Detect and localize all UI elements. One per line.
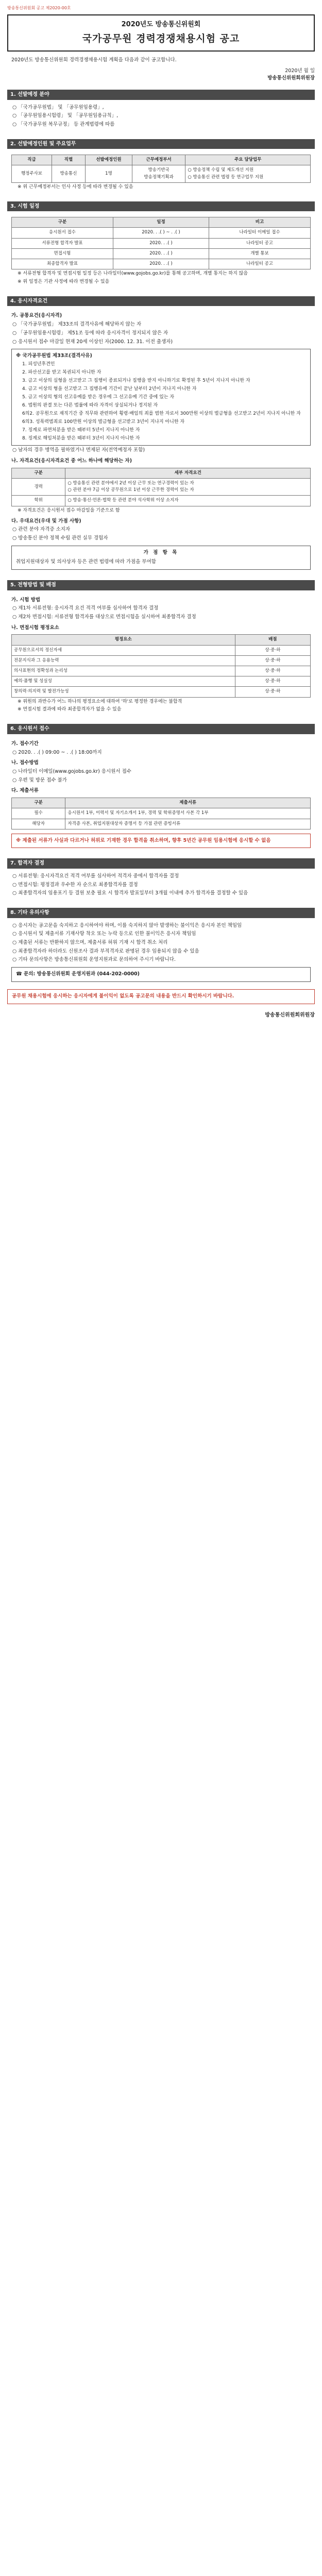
section-8: [7, 908, 315, 985]
table-header: 직급: [12, 155, 52, 165]
table-row: [12, 259, 311, 269]
section-7-heading: 7. 합격자 결정: [7, 858, 315, 869]
section-7: [7, 858, 315, 901]
s6-period: ○ 2020. . .( ) 09:00 ~ . .( ) 18:00까지: [12, 749, 102, 755]
table-header: 일정: [113, 217, 209, 228]
footer-org: 방송통신위원회위원장: [265, 1012, 315, 1018]
table-row: [12, 666, 311, 676]
box-title: 가 점 항 목: [143, 549, 179, 555]
section-5: [7, 580, 315, 717]
table-header: 배점: [235, 635, 310, 645]
table-cell: 상·중·하: [235, 676, 310, 687]
table-cell: 응시원서 1부, 이력서 및 자기소개서 1부, 경력 및 학위증명서 사본 각 1부: [65, 808, 311, 819]
table-row: [12, 655, 311, 666]
box-item: 2. 파산선고를 받고 복권되지 아니한 자: [22, 370, 101, 375]
s5-sub-heading: 나. 면접시험 평정요소: [11, 624, 59, 631]
table-header: 근무예정부서: [132, 155, 185, 165]
intro-date: 2020년 월 일: [285, 67, 315, 74]
table-row: [12, 676, 311, 687]
table-cell: 경력: [12, 479, 65, 496]
section-6-heading: 6. 응시원서 접수: [7, 724, 315, 734]
s5-sub-heading: 가. 시험 방법: [11, 597, 41, 603]
s1-item: ○ 「국가공무원법」 및 「공무원임용령」,: [12, 104, 104, 110]
table-header: 구분: [12, 468, 65, 478]
table-cell: 최종합격자 발표: [12, 259, 113, 269]
section-8-heading: 8. 기타 유의사항: [7, 908, 315, 918]
table-cell: 필수: [12, 808, 65, 819]
s4-req-note: ※ 자격요건은 응시원서 접수 마감일을 기준으로 함: [18, 507, 120, 513]
table-cell: 해당자: [12, 819, 65, 829]
s4-sub-heading: 가. 공통요건(응시자격): [11, 313, 62, 319]
table-cell: 상·중·하: [235, 687, 310, 697]
table-header: 비고: [209, 217, 311, 228]
intro-org: 방송통신위원회위원장: [267, 75, 315, 81]
table-cell: 상·중·하: [235, 655, 310, 666]
box-item: 6의3. 성폭력범죄로 100만원 이상의 벌금형을 선고받고 3년이 지나지 아니한 자: [22, 419, 185, 425]
s7-item: ○ 최종합격자의 임용포기 등 결원 보충 필요 시 합격자 발표일부터 3개월 이내에 추가 합격자를 결정할 수 있음: [12, 890, 248, 896]
s5-item: ○ 제1차 서류전형: 응시자격 요건 적격 여부를 심사하여 합격자 결정: [12, 605, 159, 612]
positions-table: [11, 155, 311, 183]
s7-item: ○ 서류전형: 응시자격요건 적격 여부를 심사하여 적격자 중에서 합격자를 결정: [12, 873, 179, 879]
s2-note: ※ 위 근무예정부서는 인사 사정 등에 따라 변경될 수 있음: [18, 184, 133, 190]
box-item: 3. 금고 이상의 실형을 선고받고 그 집행이 종료되거나 집행을 받지 아니하기로 확정된 후 5년이 지나지 아니한 자: [22, 378, 250, 383]
box-item: 6의2. 공무원으로 재직기간 중 직무와 관련하여 횡령·배임의 죄를 범한 자로서 300만원 이상의 벌금형을 선고받고 2년이 지나지 아니한 자: [22, 411, 301, 416]
s4-sub-heading: 다. 우대요건(우대 및 가점 사항): [11, 518, 81, 524]
table-row: [12, 479, 311, 496]
disqualification-box: [11, 349, 311, 446]
table-cell: 예의·품행 및 성실성: [12, 676, 235, 687]
table-header: 선발예정인원: [86, 155, 132, 165]
s4-sub-heading: 나. 자격요건(응시자격요건 중 어느 하나에 해당하는 자): [11, 458, 132, 464]
s1-item: ○ 「국가공무원 복무규정」 등 관계법령에 따름: [12, 122, 115, 128]
s4-item: ○ 「국가공무원법」 제33조의 결격사유에 해당하지 않는 자: [12, 321, 142, 328]
section-4-heading: 4. 응시자격요건: [7, 296, 315, 307]
announcement-page: [0, 0, 322, 1029]
table-cell: 방송통신: [52, 165, 85, 182]
table-row: [12, 496, 311, 506]
table-row: [12, 165, 311, 182]
section-3-heading: 3. 시험 일정: [7, 201, 315, 212]
table-cell: 의사표현의 정확성과 논리성: [12, 666, 235, 676]
section-1-heading: 1. 선발예정 분야: [7, 90, 315, 100]
table-header: 평정요소: [12, 635, 235, 645]
s8-item: ○ 기타 문의사항은 방송통신위원회 운영지원과로 문의하여 주시기 바랍니다.: [12, 957, 176, 963]
table-cell: 학위: [12, 496, 65, 506]
s3-note: ※ 서류전형 합격자 및 면접시험 일정 등은 나라일터(www.gojobs.go.kr)를 통해 공고하며, 개별 통지는 하지 않음: [18, 271, 248, 277]
table-cell: 응시원서 접수: [12, 228, 113, 238]
s5-item: ○ 제2차 면접시험: 서류전형 합격자를 대상으로 면접시험을 실시하여 최종합격자 결정: [12, 614, 196, 620]
contact-text: ☎ 문의: 방송통신위원회 운영지원과 (044-202-0000): [16, 971, 140, 977]
schedule-table: [11, 217, 311, 269]
section-2: [7, 139, 315, 194]
top-note: 방송통신위원회 공고 제2020-00호: [7, 6, 71, 10]
table-cell: 행정주사보: [12, 165, 52, 182]
s5-note: ※ 면접시험 결과에 따라 최종합격자가 없을 수 있음: [18, 707, 122, 713]
table-cell: ○ 방송정책 수립 및 제도개선 지원 ○ 방송통신 관련 법령 등 연구업무 지원: [185, 165, 311, 182]
s6-sub-heading: 가. 접수기간: [11, 740, 39, 747]
table-cell: 자격증 사본, 취업지원대상자 증명서 등 가점 관련 증빙서류: [65, 819, 311, 829]
table-cell: 2020. . .( ): [113, 238, 209, 248]
section-1: [7, 90, 315, 132]
table-cell: 서류전형 합격자 발표: [12, 238, 113, 248]
s8-item: ○ 응시원서 및 제출서류 기재사항 착오 또는 누락 등으로 인한 불이익은 응시자 책임임: [12, 931, 196, 937]
table-cell: ○ 방송통신 관련 분야에서 2년 이상 근무 또는 연구경력이 있는 자 ○ 관련 분야 7급 이상 공무원으로 1년 이상 근무한 경력이 있는 자: [65, 479, 311, 496]
s4-item: ○ 「공무원임용시험령」 제51조 등에 따라 응시자격이 정지되지 않은 자: [12, 330, 168, 336]
section-5-heading: 5. 전형방법 및 배점: [7, 580, 315, 590]
table-cell: 전문지식과 그 응용능력: [12, 655, 235, 666]
box-item: 4. 금고 이상의 형을 선고받고 그 집행유예 기간이 끝난 날부터 2년이 지나지 아니한 자: [22, 386, 197, 392]
s6-warning: ※ 제출된 서류가 사실과 다르거나 허위로 기재한 경우 합격을 취소하며, 향후 5년간 공무원 임용시험에 응시할 수 없음: [11, 834, 311, 849]
box-title: ※ 국가공무원법 제33조(결격사유): [16, 353, 92, 359]
bottom-notice: 공무원 채용시험에 응시하는 응시자에게 불이익이 없도록 공고문의 내용을 반드시 확인하시기 바랍니다.: [7, 989, 315, 1004]
box-item: 7. 징계로 파면처분을 받은 때부터 5년이 지나지 아니한 자: [22, 427, 140, 433]
table-row: [12, 228, 311, 238]
table-cell: ○ 방송·통신·언론·법학 등 관련 분야 석사학위 이상 소지자: [65, 496, 311, 506]
table-header: 주요 담당업무: [185, 155, 311, 165]
s3-note: ※ 위 일정은 기관 사정에 따라 변경될 수 있음: [18, 279, 110, 285]
s4-military: ○ 남자의 경우 병역을 필하였거나 면제된 자(전역예정자 포함): [12, 447, 145, 453]
table-row: [12, 819, 311, 829]
table-cell: 창의력·의지력 및 발전가능성: [12, 687, 235, 697]
title-box: [7, 14, 315, 52]
documents-table: [11, 798, 311, 829]
box-item: 5. 금고 이상의 형의 선고유예를 받은 경우에 그 선고유예 기간 중에 있는 자: [22, 394, 175, 400]
s6-sub-heading: 다. 제출서류: [11, 788, 39, 794]
section-6: [7, 724, 315, 851]
section-3: [7, 201, 315, 289]
s6-method: ○ 나라일터 이메일(www.gojobs.go.kr) 응시원서 접수: [12, 769, 131, 775]
table-header: 직렬: [52, 155, 85, 165]
table-header: 세부 자격요건: [65, 468, 311, 478]
table-row: [12, 248, 311, 259]
table-header: 구분: [12, 798, 65, 808]
box-item: 8. 징계로 해임처분을 받은 때부터 3년이 지나지 아니한 자: [22, 435, 140, 441]
table-row: [12, 687, 311, 697]
table-cell: 상·중·하: [235, 666, 310, 676]
table-cell: 1명: [86, 165, 132, 182]
s8-item: ○ 제출된 서류는 반환하지 않으며, 제출서류 허위 기재 시 합격 취소 처리: [12, 940, 168, 946]
table-row: [12, 238, 311, 248]
s6-sub-heading: 나. 접수방법: [11, 760, 39, 766]
section-4: [7, 296, 315, 573]
table-cell: 2020. . .( ): [113, 259, 209, 269]
table-row: [12, 645, 311, 655]
s5-note: ※ 위원의 과반수가 어느 하나의 평정요소에 대하여 '하'로 평정한 경우에는 불합격: [18, 699, 182, 704]
s1-item: ○ 「공무원임용시험령」 및 「공무원임용규칙」,: [12, 113, 118, 119]
s4-pref: ○ 방송통신 분야 정책 수립 관련 실무 경험자: [12, 535, 108, 541]
contact-box: [11, 967, 311, 982]
table-cell: 나라일터 공고: [209, 259, 311, 269]
table-cell: 나라일터 이메일 접수: [209, 228, 311, 238]
bonus-box: [11, 546, 311, 570]
box-item: 6. 법원의 판결 또는 다른 법률에 따라 자격이 상실되거나 정지된 자: [22, 402, 158, 408]
table-cell: 개별 통보: [209, 248, 311, 259]
table-header: 구분: [12, 217, 113, 228]
table-cell: 공무원으로서의 정신자세: [12, 645, 235, 655]
box-text: 취업지원대상자 및 의사상자 등은 관련 법령에 따라 가점을 부여함: [16, 559, 156, 565]
table-cell: 면접시험: [12, 248, 113, 259]
intro-text: 2020년도 방송통신위원회 경력경쟁채용시험 계획을 다음과 같이 공고합니다.: [11, 57, 177, 63]
s7-item: ○ 면접시험: 평정결과 우수한 자 순으로 최종합격자를 결정: [12, 882, 138, 888]
s4-item: ○ 응시원서 접수 마감일 현재 20세 이상인 자(2000. 12. 31. 이전 출생자): [12, 338, 173, 345]
title-main: 국가공무원 경력경쟁채용시험 공고: [82, 32, 240, 44]
table-header: 제출서류: [65, 798, 311, 808]
s8-item: ○ 응시자는 공고문을 숙지하고 응시하여야 하며, 이를 숙지하지 않아 발생하는 불이익은 응시자 본인 책임임: [12, 922, 242, 928]
s4-pref: ○ 관련 분야 자격증 소지자: [12, 527, 71, 533]
table-row: [12, 808, 311, 819]
section-2-heading: 2. 선발예정인원 및 주요업무: [7, 139, 315, 149]
s6-method: ○ 우편 및 방문 접수 불가: [12, 777, 67, 783]
table-cell: 상·중·하: [235, 645, 310, 655]
table-cell: 방송기반국 방송정책기획과: [132, 165, 185, 182]
s8-item: ○ 최종합격자라 하더라도 신원조사 결과 부적격자로 판명된 경우 임용되지 않을 수 있음: [12, 948, 199, 954]
box-item: 1. 피성년후견인: [22, 362, 55, 367]
table-cell: 2020. . .( ): [113, 248, 209, 259]
evaluation-table: [11, 634, 311, 697]
table-cell: 나라일터 공고: [209, 238, 311, 248]
table-cell: 2020. . .( ) ~ . .( ): [113, 228, 209, 238]
title-sub: 2020년도 방송통신위원회: [121, 21, 201, 29]
requirements-table: [11, 468, 311, 506]
